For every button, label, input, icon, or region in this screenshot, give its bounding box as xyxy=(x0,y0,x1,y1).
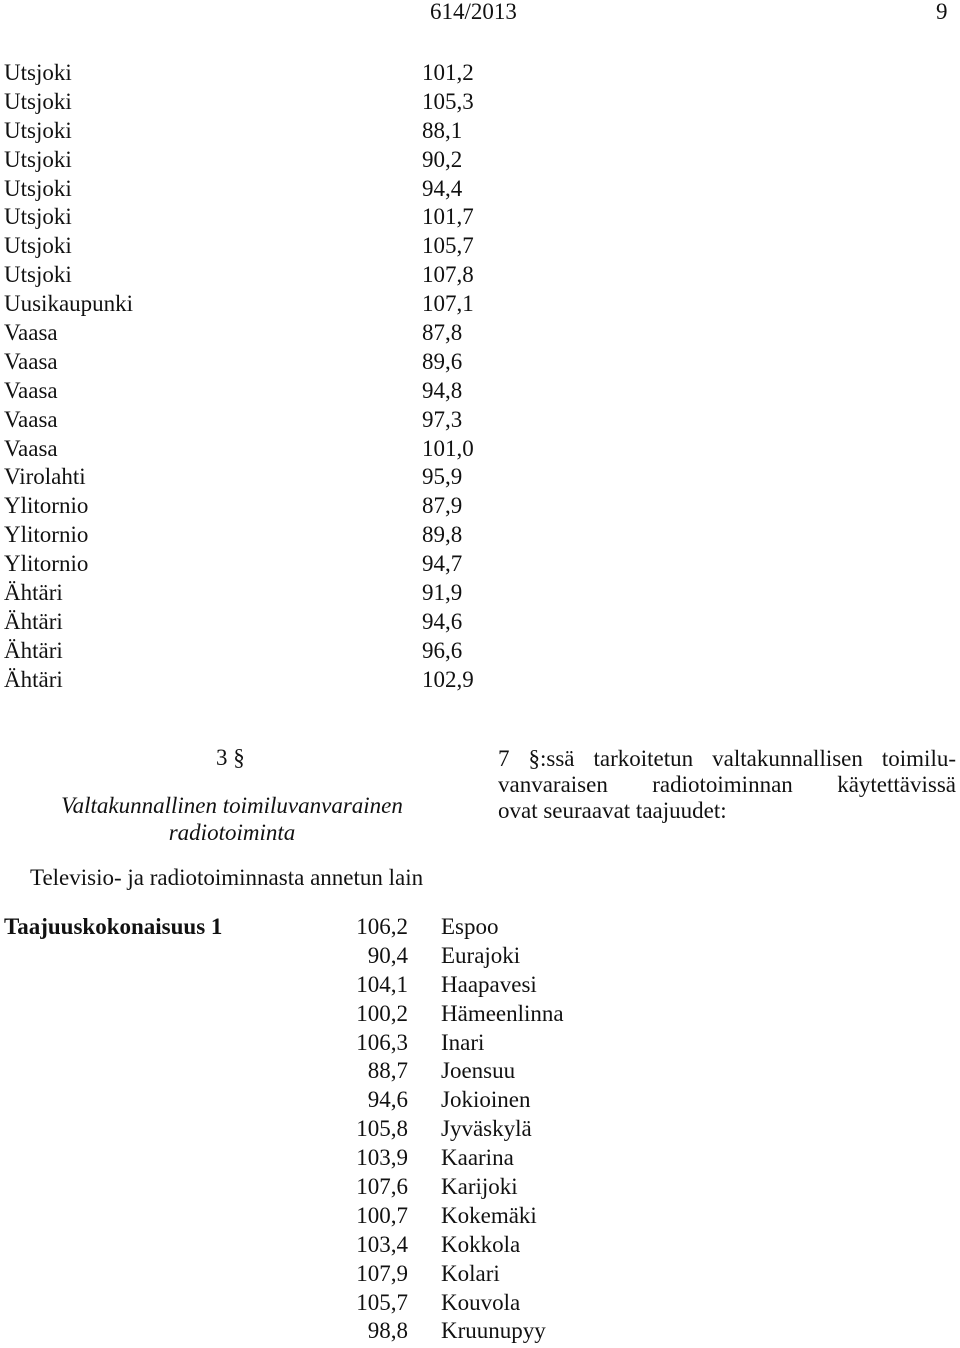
frequency-value: 107,1 xyxy=(422,291,474,317)
place-name: Vaasa xyxy=(4,348,58,374)
section-number: 3 § xyxy=(216,745,245,770)
place-name: Ylitornio xyxy=(4,522,89,548)
frequency-value: 102,9 xyxy=(422,666,474,692)
place-name: Vaasa xyxy=(4,320,58,346)
place-name: Jyväskylä xyxy=(441,1116,532,1142)
frequency-value: 88,1 xyxy=(422,117,463,143)
frequency-value: 88,7 xyxy=(367,1058,408,1084)
frequency-value: 100,7 xyxy=(356,1202,408,1228)
frequency-value: 94,7 xyxy=(422,551,463,577)
place-name: Ähtäri xyxy=(4,637,63,663)
frequency-value: 101,2 xyxy=(422,60,474,85)
place-name: Utsjoki xyxy=(4,233,72,259)
place-name: Karijoki xyxy=(441,1174,518,1200)
place-name: Vaasa xyxy=(4,377,58,403)
place-name: Virolahti xyxy=(4,464,86,490)
frequency-value: 94,8 xyxy=(422,377,463,403)
place-name: Jokioinen xyxy=(441,1087,531,1113)
frequency-value: 89,6 xyxy=(422,348,463,374)
place-name: Utsjoki xyxy=(4,117,72,143)
place-name: Kokemäki xyxy=(441,1202,537,1228)
paragraph-line: ovat seuraavat taajuudet: xyxy=(498,798,727,823)
place-name: Kaarina xyxy=(441,1145,514,1171)
frequency-value: 100,2 xyxy=(356,1000,408,1026)
place-name: Ylitornio xyxy=(4,551,89,577)
frequency-value: 94,4 xyxy=(422,175,463,201)
frequency-value: 104,1 xyxy=(356,971,408,997)
place-name: Vaasa xyxy=(4,435,58,461)
place-name: Kolari xyxy=(441,1260,500,1286)
place-name: Ylitornio xyxy=(4,493,89,519)
frequency-value: 103,4 xyxy=(356,1231,408,1257)
frequency-value: 90,4 xyxy=(367,942,408,968)
frequency-value: 94,6 xyxy=(422,608,463,634)
paragraph-line: vanvaraisen radiotoiminnan käytettävissä xyxy=(498,772,956,797)
frequency-value: 97,3 xyxy=(422,406,463,432)
frequency-value: 87,9 xyxy=(422,493,463,519)
frequency-value: 101,7 xyxy=(422,204,474,230)
frequency-value: 94,6 xyxy=(367,1087,408,1113)
place-name: Kokkola xyxy=(441,1231,521,1257)
frequency-value: 106,3 xyxy=(356,1029,408,1055)
place-name: Utsjoki xyxy=(4,175,72,201)
frequency-value: 89,8 xyxy=(422,522,463,548)
place-name: Hämeenlinna xyxy=(441,1000,564,1026)
frequency-value: 105,8 xyxy=(356,1116,408,1142)
place-name: Ähtäri xyxy=(4,608,63,634)
place-name: Utsjoki xyxy=(4,204,72,230)
frequency-value: 105,3 xyxy=(422,88,474,114)
section-paragraph xyxy=(498,746,956,824)
frequency-value: 98,8 xyxy=(367,1318,408,1344)
place-name: Utsjoki xyxy=(4,60,72,85)
place-name: Ähtäri xyxy=(4,666,63,692)
frequency-value: 107,9 xyxy=(356,1260,408,1286)
place-name: Utsjoki xyxy=(4,262,72,288)
paragraph-line: 7 §:ssä tarkoitetun valtakunnallisen toimilu- xyxy=(498,746,956,771)
frequency-value: 95,9 xyxy=(422,464,463,490)
frequency-value: 107,6 xyxy=(356,1174,408,1200)
page-number: 9 xyxy=(936,0,948,24)
issue-number: 614/2013 xyxy=(430,0,517,24)
place-name: Uusikaupunki xyxy=(4,291,134,317)
frequency-value: 103,9 xyxy=(356,1145,408,1171)
frequency-value: 105,7 xyxy=(422,233,474,259)
place-name: Ähtäri xyxy=(4,580,63,606)
section-title-line: radiotoiminta xyxy=(168,820,296,845)
frequency-group-label: Taajuuskokonaisuus 1 xyxy=(4,914,223,939)
place-name: Kruunupyy xyxy=(441,1318,546,1344)
section-title-line: Valtakunnallinen toimiluvanvarainen xyxy=(61,793,403,818)
law-reference-line: Televisio- ja radiotoiminnasta annetun lain xyxy=(30,865,424,890)
place-name: Haapavesi xyxy=(441,971,537,997)
frequency-value: 105,7 xyxy=(356,1289,408,1315)
frequency-value: 96,6 xyxy=(422,637,463,663)
frequency-value: 87,8 xyxy=(422,320,463,346)
section-title xyxy=(30,792,434,846)
place-name: Joensuu xyxy=(441,1058,516,1084)
frequency-value: 101,0 xyxy=(422,435,474,461)
place-name: Eurajoki xyxy=(441,942,521,968)
frequency-value: 106,2 xyxy=(356,914,408,939)
frequency-value: 90,2 xyxy=(422,146,463,172)
place-name: Vaasa xyxy=(4,406,58,432)
frequency-value: 91,9 xyxy=(422,580,463,606)
place-name: Espoo xyxy=(441,914,499,939)
place-name: Inari xyxy=(441,1029,485,1055)
place-name: Utsjoki xyxy=(4,88,72,114)
frequency-value: 107,8 xyxy=(422,262,474,288)
place-name: Utsjoki xyxy=(4,146,72,172)
place-name: Kouvola xyxy=(441,1289,521,1315)
